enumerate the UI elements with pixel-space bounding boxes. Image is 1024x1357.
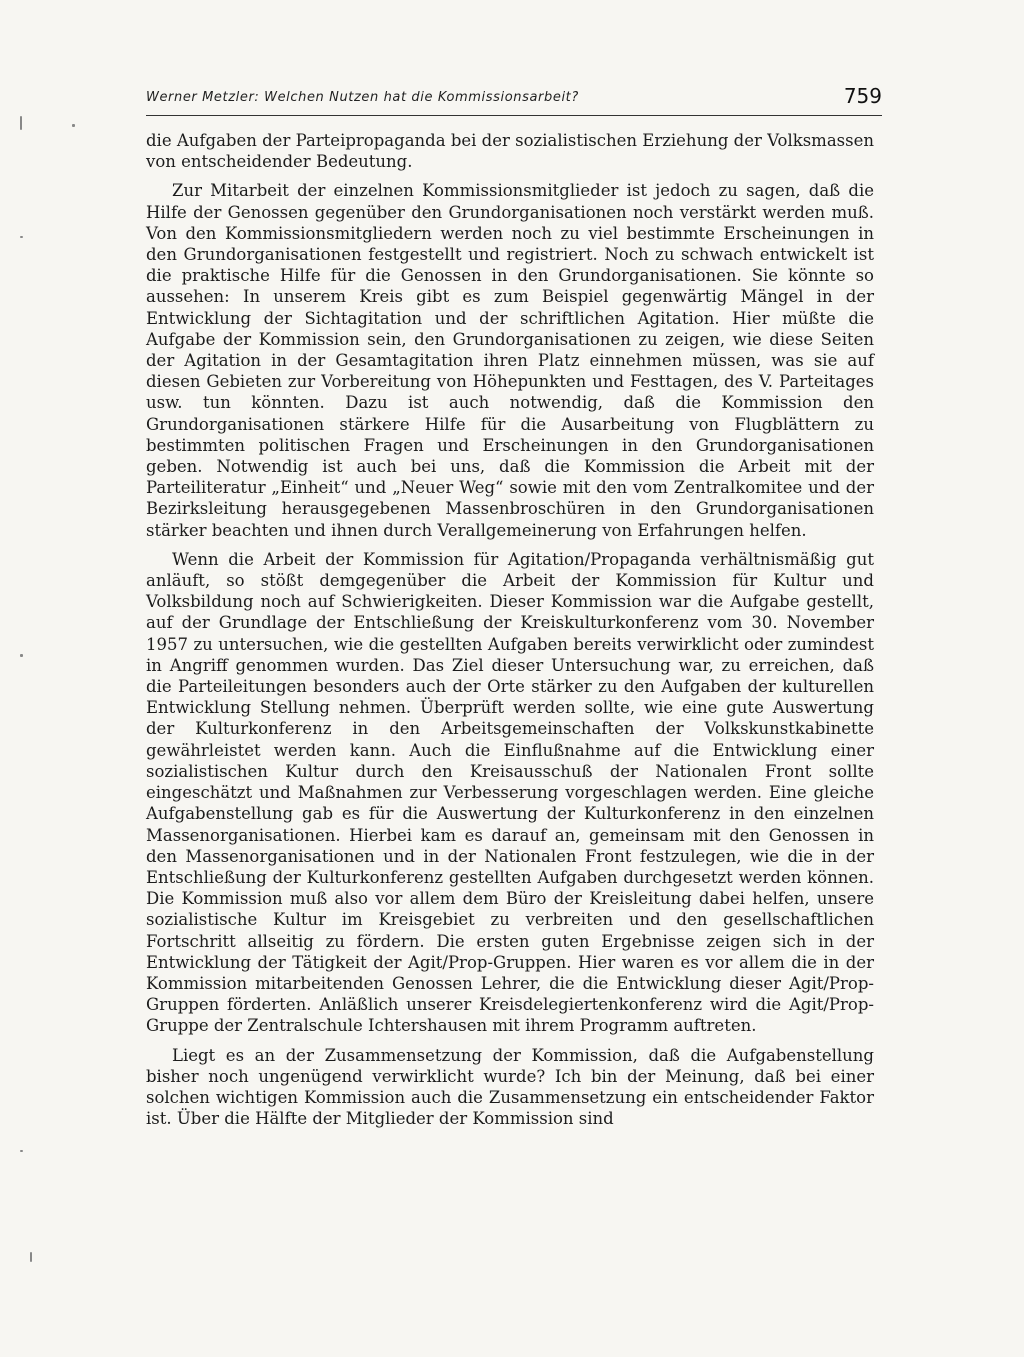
margin-speck: [72, 124, 75, 127]
body-text: [146, 130, 874, 1129]
running-title: Werner Metzler: Welchen Nutzen hat die Kommissionsarbeit?: [146, 90, 579, 105]
margin-speck: [20, 116, 22, 130]
margin-speck: [30, 1252, 32, 1262]
margin-speck: [20, 236, 23, 238]
paragraph-3: Wenn die Arbeit der Kommission für Agitation/Propaganda verhältnismäßig gut anläuft, so stößt demgegenüber die Arbeit der Kommission für Kultur und Volksbildung noch auf Schwierigkeiten. Dieser Kommission war die Aufgabe gestellt, auf der Grundlage der Entschließung der Kreiskulturkonferenz vom 30. November 1957 zu untersuchen, wie die gestellten Aufgaben bereits verwirklicht oder zumindest in Angriff genommen wurden. Das Ziel dieser Untersuchung war, zu erreichen, daß die Parteileitungen besonders auch der Orte stärker zu den Aufgaben der kulturellen Entwicklung Stellung nehmen. Überprüft werden sollte, wie eine gute Auswertung der Kulturkonferenz in den Arbeitsgemeinschaften der Volkskunstkabinette gewährleistet werden kann. Auch die Einflußnahme auf die Entwicklung einer sozialistischen Kultur durch den Kreisausschuß der Nationalen Front sollte eingeschätzt und Maßnahmen zur Verbesserung vorgeschlagen werden. Eine gleiche Aufgabenstellung gab es für die Auswertung der Kulturkonferenz in den einzelnen Massenorganisationen. Hierbei kam es darauf an, gemeinsam mit den Genossen in den Massenorganisationen und in der Nationalen Front festzulegen, wie die in der Entschließung der Kulturkonferenz gestellten Aufgaben durchgesetzt werden können. Die Kommission muß also vor allem dem Büro der Kreisleitung dabei helfen, unsere sozialistische Kultur im Kreisgebiet zu verbreiten und den gesellschaftlichen Fortschritt allseitig zu fördern. Die ersten guten Ergebnisse zeigen sich in der Entwicklung der Tätigkeit der Agit/Prop-Gruppen. Hier waren es vor allem die in der Kommission mitarbeitenden Genossen Lehrer, die die Entwicklung dieser Agit/Prop-Gruppen förderten. Anläßlich unserer Kreisdelegiertenkonferenz wird die Agit/Prop-Gruppe der Zentralschule Ichtershausen mit ihrem Programm auftreten.: [146, 549, 874, 1036]
running-head: [146, 84, 882, 124]
paragraph-1: die Aufgaben der Parteipropaganda bei der sozialistischen Erziehung der Volksmassen von entscheidender Bedeutung.: [146, 131, 874, 172]
margin-speck: [20, 1150, 23, 1152]
paragraph-2: Zur Mitarbeit der einzelnen Kommissionsmitglieder ist jedoch zu sagen, daß die Hilfe der Genossen gegenüber den Grundorganisationen noch verstärkt werden muß. Von den Kommissionsmitgliedern werden noch zu viel bestimmte Erscheinungen in den Grundorganisationen festgestellt und registriert. Noch zu schwach entwickelt ist die praktische Hilfe für die Genossen in den Grundorganisationen. Sie könnte so aussehen: In unserem Kreis gibt es zum Beispiel gegenwärtig Mängel in der Entwicklung der Sichtagitation und der schriftlichen Agitation. Hier müßte die Aufgabe der Kommission sein, den Grundorganisationen zu zeigen, wie diese Seiten der Agitation in der Gesamtagitation ihren Platz einnehmen müssen, was sie auf diesen Gebieten zur Vorbereitung von Höhepunkten und Festtagen, des V. Parteitages usw. tun könnten. Dazu ist auch notwendig, daß die Kommission den Grundorganisationen stärkere Hilfe für die Ausarbeitung von Flugblättern zu bestimmten politischen Fragen und Erscheinungen in den Grundorganisationen geben. Notwendig ist auch bei uns, daß die Kommission die Arbeit mit der Parteiliteratur „Einheit“ und „Neuer Weg“ sowie mit den vom Zentralkomitee und der Bezirksleitung herausgegebenen Massenbroschüren in den Grundorganisationen stärker beachten und ihnen durch Verallgemeinerung von Erfahrungen helfen.: [146, 181, 874, 540]
page-number: 759: [843, 84, 882, 108]
header-rule: [146, 115, 882, 116]
margin-speck: [20, 654, 23, 657]
paragraph-4: Liegt es an der Zusammensetzung der Kommission, daß die Aufgabenstellung bisher noch ungenügend verwirklicht wurde? Ich bin der Meinung, daß bei einer solchen wichtigen Kommission auch die Zusammensetzung ein entscheidender Faktor ist. Über die Hälfte der Mitglieder der Kommission sind: [146, 1045, 874, 1129]
